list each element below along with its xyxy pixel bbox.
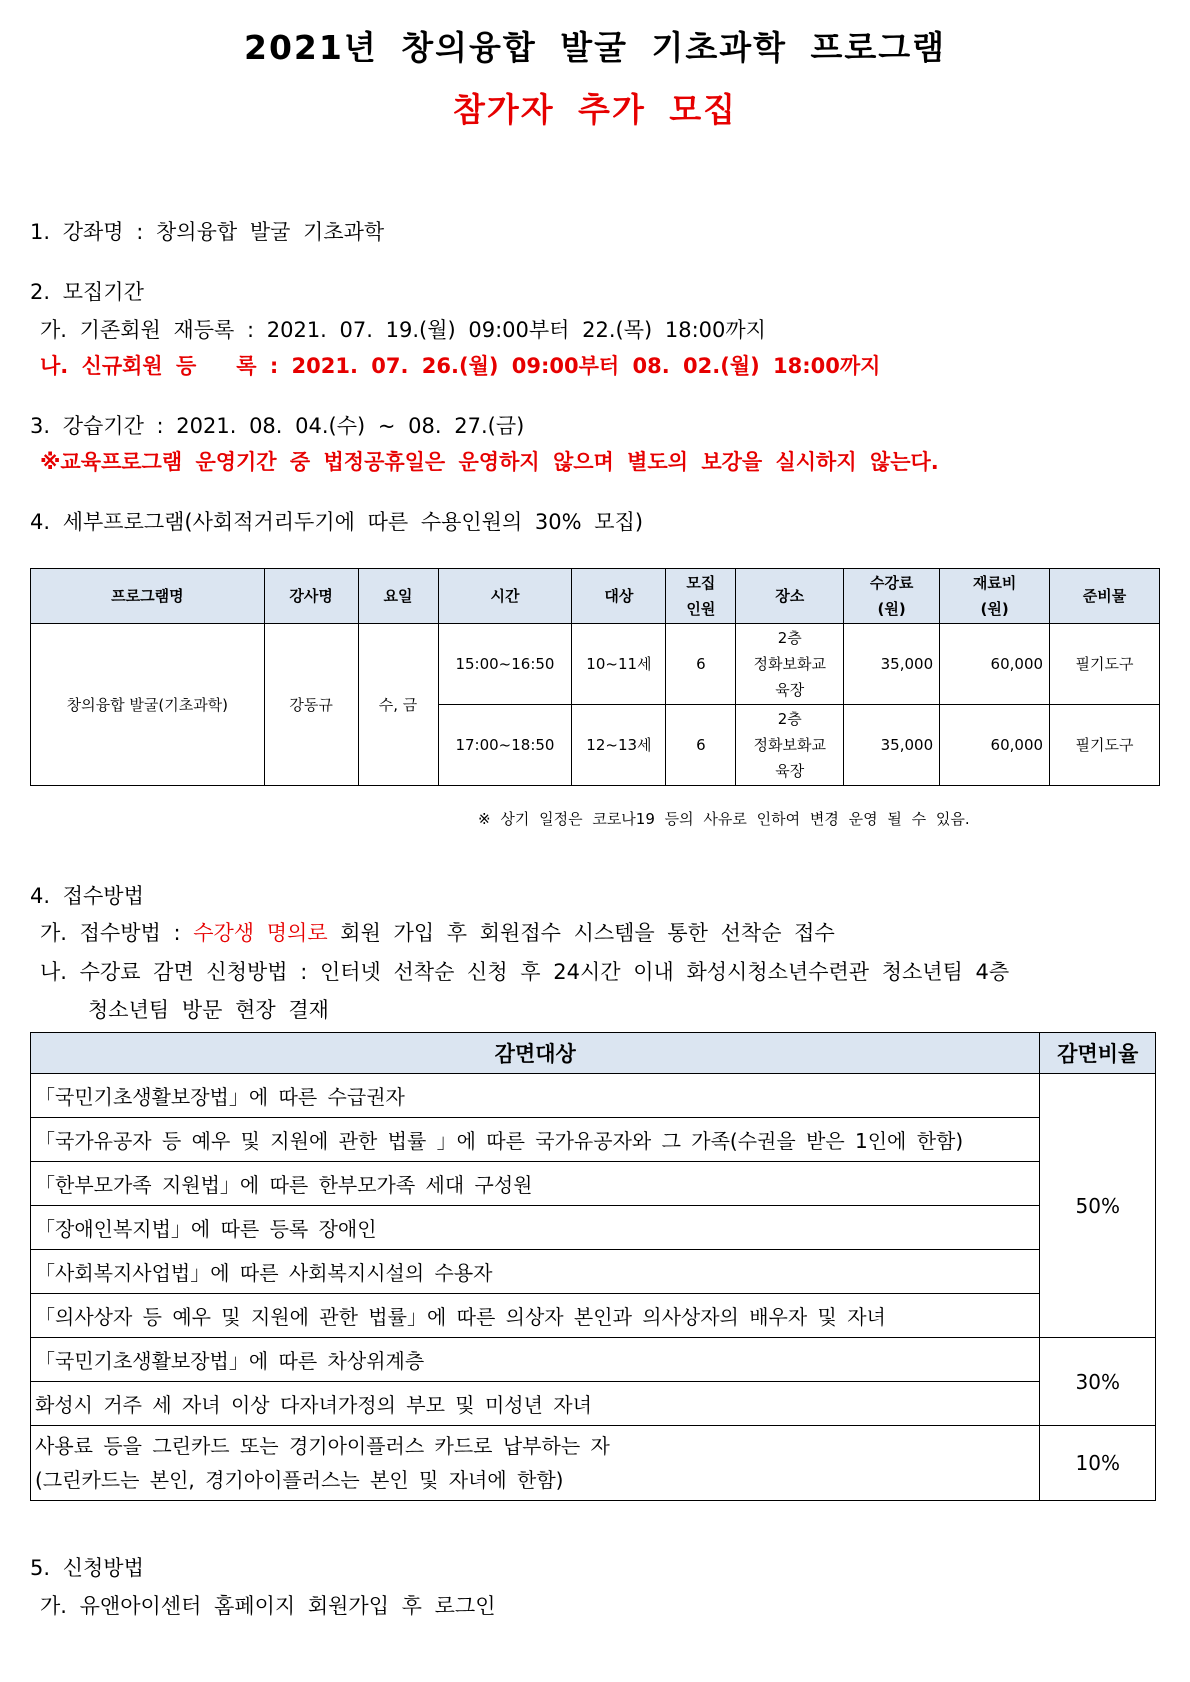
table-row bbox=[31, 1206, 1156, 1250]
place-cell: 2층 정화보화교 육장 bbox=[736, 705, 844, 786]
registration-method: 가. 접수방법 : 수강생 명의로 회원 가입 후 회원접수 시스템을 통한 선착순 접수 bbox=[40, 921, 835, 945]
count-cell: 6 bbox=[666, 705, 736, 786]
discount-item: 「국민기초생활보장법」에 따른 수급권자 bbox=[31, 1074, 1040, 1118]
discount-item: 화성시 거주 세 자녀 이상 다자녀가정의 부모 및 미성년 자녀 bbox=[31, 1382, 1040, 1426]
place-cell: 2층 정화보화교 육장 bbox=[736, 624, 844, 705]
registration-heading: 4. 접수방법 bbox=[30, 884, 144, 908]
program-table bbox=[30, 568, 1160, 786]
recruit-period-heading: 2. 모집기간 bbox=[30, 280, 144, 304]
supplies-cell: 필기도구 bbox=[1050, 705, 1160, 786]
course-period: 3. 강습기간 : 2021. 08. 04.(수) ~ 08. 27.(금) bbox=[30, 414, 525, 438]
schedule-note: ※ 상기 일정은 코로나19 등의 사유로 인하여 변경 운영 될 수 있음. bbox=[478, 810, 970, 828]
registrant-name-highlight: 수강생 명의로 bbox=[193, 921, 328, 945]
discount-item: 「국가유공자 등 예우 및 지원에 관한 법률 」에 따른 국가유공자와 그 가족(수권을 받은 1인에 한함) bbox=[31, 1118, 1040, 1162]
page-title: 2021년 창의융합 발굴 기초과학 프로그램 bbox=[244, 28, 946, 67]
discount-item: 「국민기초생활보장법」에 따른 차상위계층 bbox=[31, 1338, 1040, 1382]
apply-step-a: 가. 유앤아이센터 홈페이지 회원가입 후 로그인 bbox=[40, 1594, 496, 1618]
col-supplies: 준비물 bbox=[1050, 569, 1160, 624]
fee-cell: 35,000 bbox=[844, 624, 940, 705]
discount-item: 「사회복지사업법」에 따른 사회복지시설의 수용자 bbox=[31, 1250, 1040, 1294]
recruit-existing: 가. 기존회원 재등록 : 2021. 07. 19.(월) 09:00부터 22.(목) 18:00까지 bbox=[40, 318, 766, 342]
material-cell: 60,000 bbox=[940, 624, 1050, 705]
material-cell: 60,000 bbox=[940, 705, 1050, 786]
col-program-name: 프로그램명 bbox=[31, 569, 265, 624]
discount-item: 「장애인복지법」에 따른 등록 장애인 bbox=[31, 1206, 1040, 1250]
teacher-cell: 강동규 bbox=[264, 624, 358, 786]
fee-cell: 35,000 bbox=[844, 705, 940, 786]
table-row bbox=[31, 1382, 1156, 1426]
time-cell: 17:00~18:50 bbox=[438, 705, 572, 786]
apply-heading: 5. 신청방법 bbox=[30, 1556, 144, 1580]
table-row bbox=[31, 1294, 1156, 1338]
discount-table bbox=[30, 1032, 1156, 1501]
col-recruit: 모집 인원 bbox=[666, 569, 736, 624]
table-row bbox=[31, 1426, 1156, 1501]
discount-rate-30: 30% bbox=[1040, 1338, 1156, 1426]
col-time: 시간 bbox=[438, 569, 572, 624]
col-target: 대상 bbox=[572, 569, 666, 624]
col-discount-target: 감면대상 bbox=[31, 1033, 1040, 1074]
target-cell: 10~11세 bbox=[572, 624, 666, 705]
count-cell: 6 bbox=[666, 624, 736, 705]
col-fee: 수강료 (원) bbox=[844, 569, 940, 624]
page-subtitle: 참가자 추가 모집 bbox=[452, 90, 738, 129]
col-material: 재료비 (원) bbox=[940, 569, 1050, 624]
table-row bbox=[31, 1338, 1156, 1382]
discount-item: 사용료 등을 그린카드 또는 경기아이플러스 카드로 납부하는 자 (그린카드는 본인, 경기아이플러스는 본인 및 자녀에 한함) bbox=[31, 1426, 1040, 1501]
table-row bbox=[31, 1250, 1156, 1294]
supplies-cell: 필기도구 bbox=[1050, 624, 1160, 705]
discount-method-cont: 청소년팀 방문 현장 결재 bbox=[88, 998, 329, 1022]
discount-method: 나. 수강료 감면 신청방법 : 인터넷 선착순 신청 후 24시간 이내 화성시청소년수련관 청소년팀 4층 bbox=[40, 960, 1010, 984]
discount-rate-50: 50% bbox=[1040, 1074, 1156, 1338]
recruit-new: 나. 신규회원 등 록 : 2021. 07. 26.(월) 09:00부터 08. 02.(월) 18:00까지 bbox=[40, 354, 881, 378]
table-row bbox=[31, 624, 1160, 705]
table-row bbox=[31, 1118, 1156, 1162]
course-name: 1. 강좌명 : 창의융합 발굴 기초과학 bbox=[30, 220, 385, 244]
day-cell: 수, 금 bbox=[358, 624, 438, 786]
program-heading: 4. 세부프로그램(사회적거리두기에 따른 수용인원의 30% 모집) bbox=[30, 510, 644, 534]
discount-rate-10: 10% bbox=[1040, 1426, 1156, 1501]
holiday-note: ※교육프로그램 운영기간 중 법정공휴일은 운영하지 않으며 별도의 보강을 실시하지 않는다. bbox=[40, 450, 939, 474]
col-day: 요일 bbox=[358, 569, 438, 624]
col-teacher: 강사명 bbox=[264, 569, 358, 624]
target-cell: 12~13세 bbox=[572, 705, 666, 786]
col-place: 장소 bbox=[736, 569, 844, 624]
time-cell: 15:00~16:50 bbox=[438, 624, 572, 705]
table-row bbox=[31, 1074, 1156, 1118]
discount-item: 「의사상자 등 예우 및 지원에 관한 법률」에 따른 의상자 본인과 의사상자의 배우자 및 자녀 bbox=[31, 1294, 1040, 1338]
discount-item: 「한부모가족 지원법」에 따른 한부모가족 세대 구성원 bbox=[31, 1162, 1040, 1206]
program-name-cell: 창의융합 발굴(기초과학) bbox=[31, 624, 265, 786]
col-discount-rate: 감면비율 bbox=[1040, 1033, 1156, 1074]
table-row bbox=[31, 1162, 1156, 1206]
